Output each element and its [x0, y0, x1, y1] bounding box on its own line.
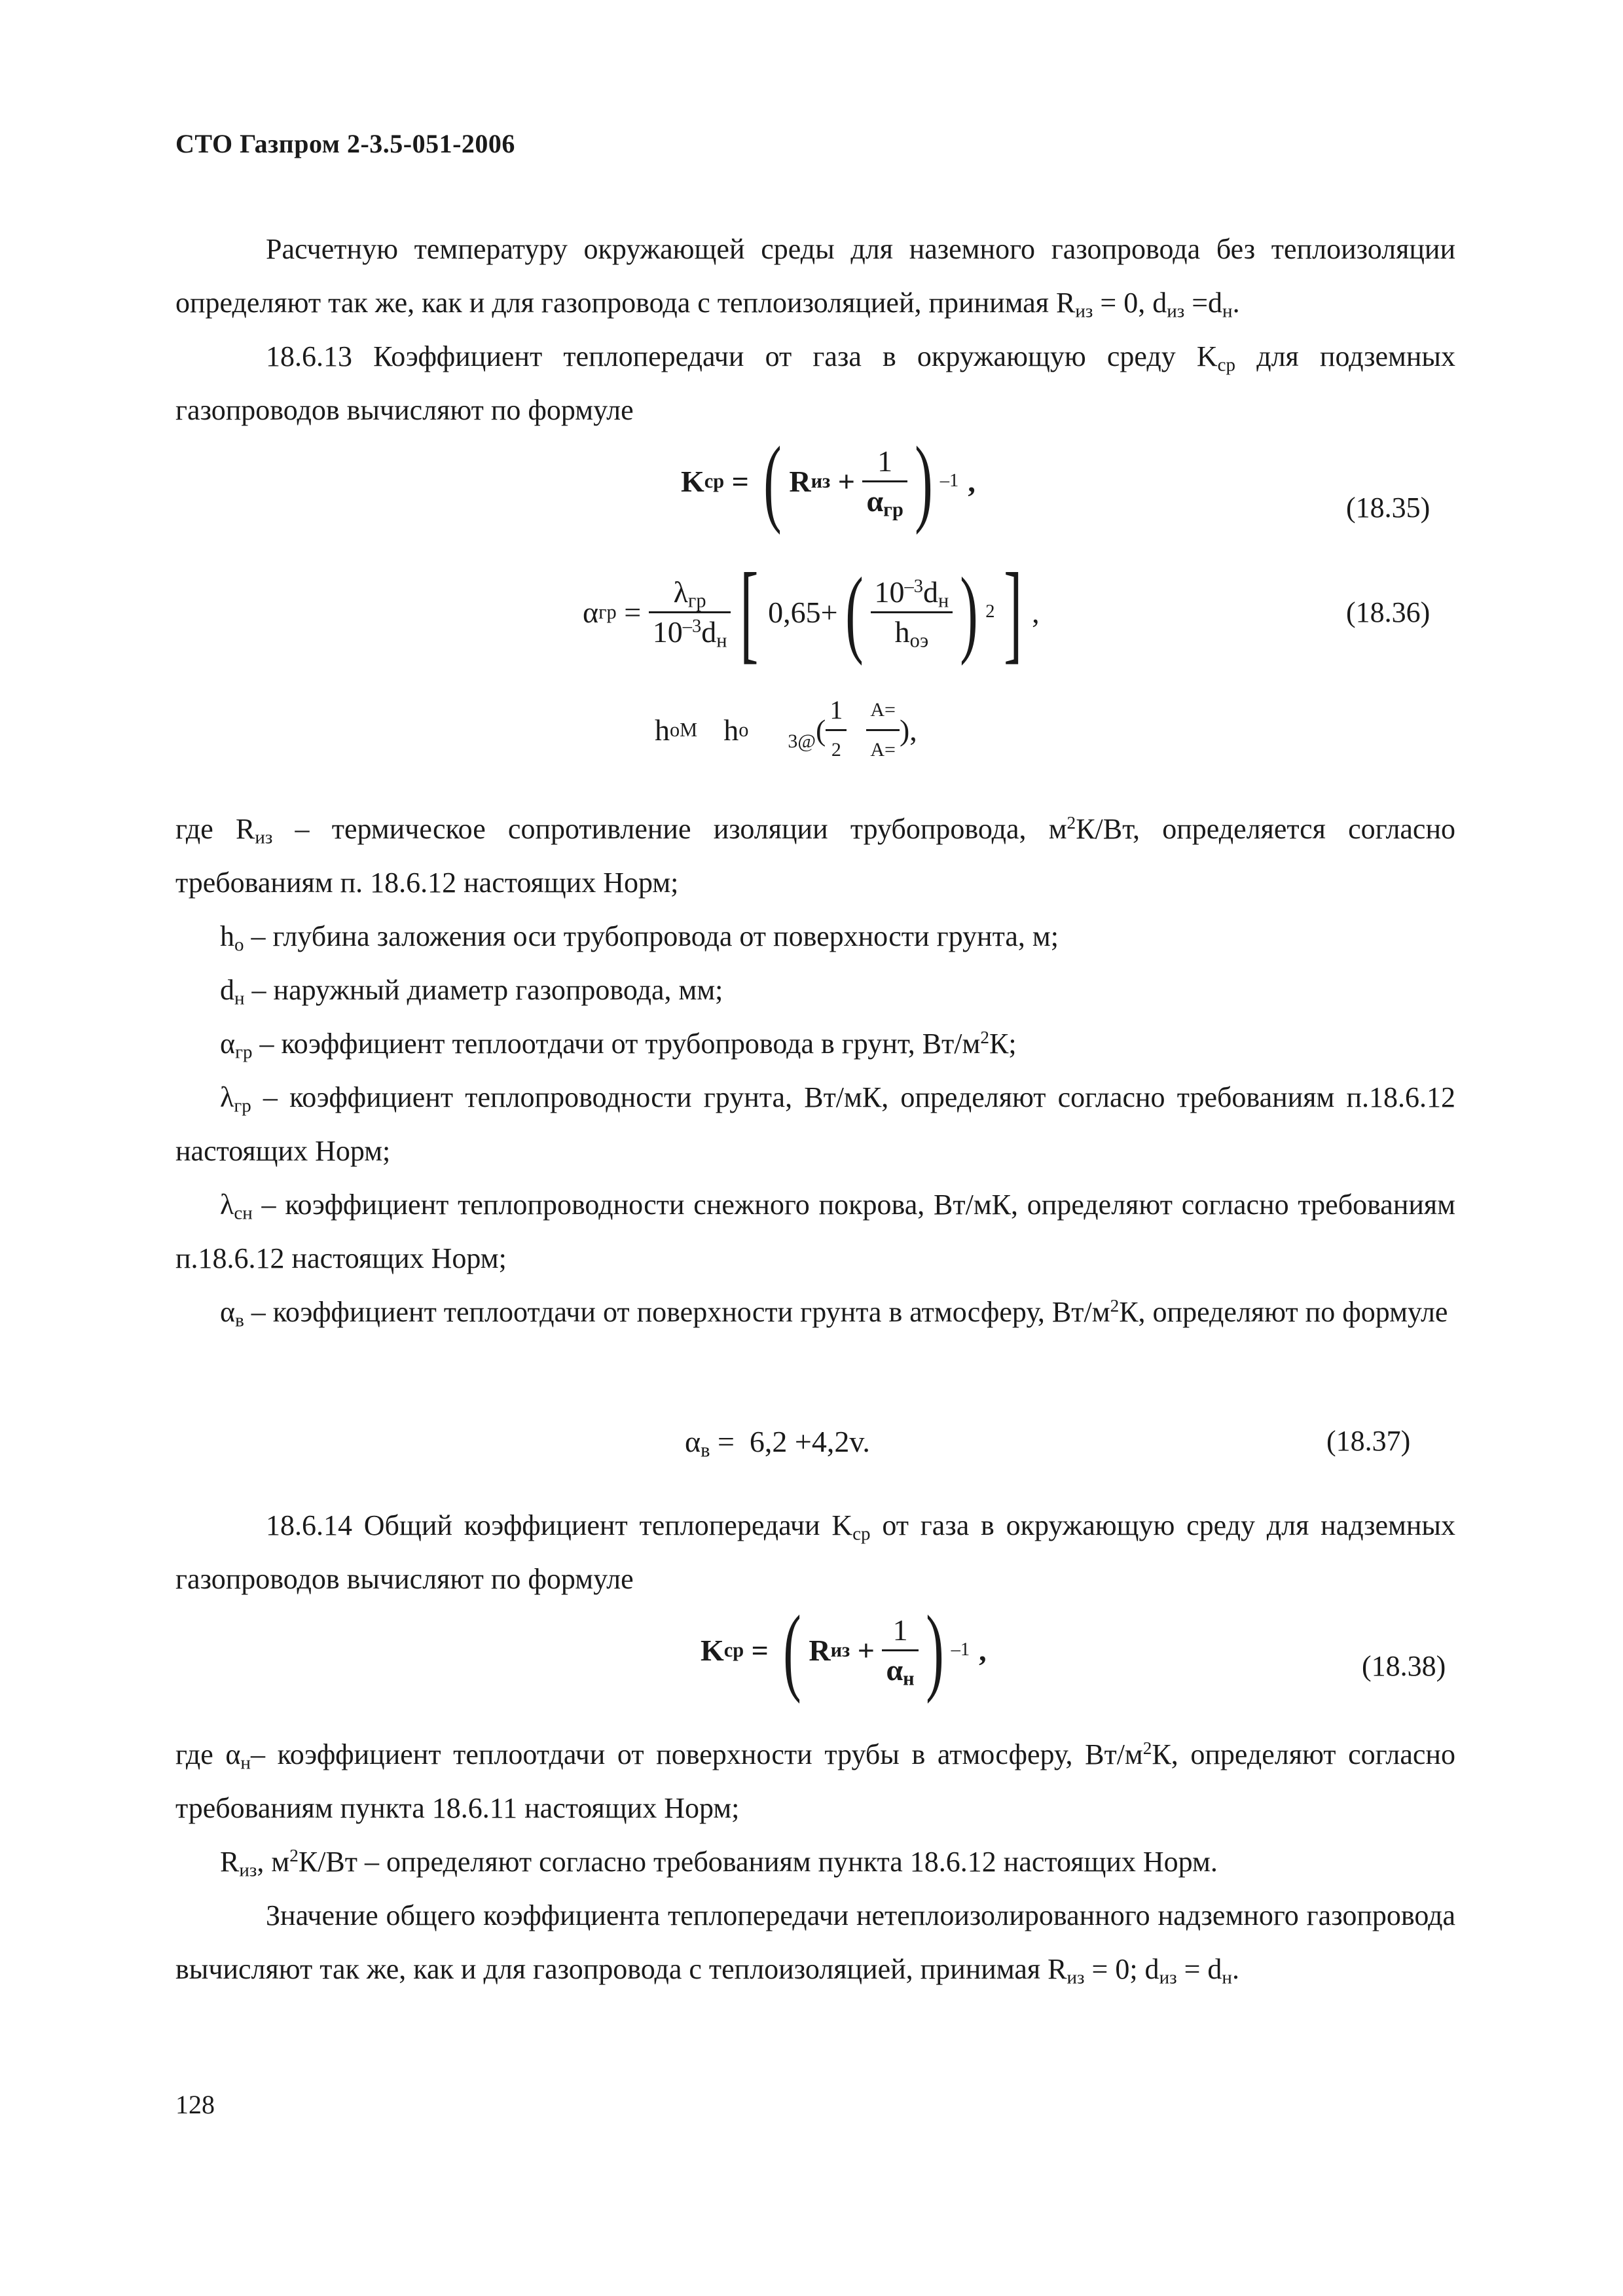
page-number: 128 — [175, 2090, 215, 2119]
definition-alpha-v: $\alpha_в$ – коэффициент теплоотдачи от поверхности грунта в атмосферу, $Вт/м^2К$, определяют по формуле — [220, 1296, 1448, 1331]
definition-r-iz: где $R_{из}$ – термическое сопротивление изоляции трубопровода, $м^2К/Вт$, определяется согласно требованиям п. 18.6.12 настоящих Норм; — [175, 813, 1456, 899]
definition-r-iz-2: $R_{из}$, $м^2К/Вт$ – определяют согласно требованиям пункта 18.6.12 настоящих Норм. — [220, 1846, 1218, 1881]
formula-18-38: K ср = ( R из + $\frac{1}{\alpha_н}$ ) –1 , — [701, 1596, 987, 1704]
definition-alpha-gr: $\alpha_{гр}$ – коэффициент теплоотдачи от трубопровода в грунт, $Вт/м^2К$; — [220, 1028, 1017, 1063]
equation-number: (18.38) — [1362, 1650, 1446, 1682]
fraction: $\frac{1}{\alpha_{гр}}$ — [862, 442, 907, 520]
definition-lambda-sn: $\lambda_{сн}$ – коэффициент теплопроводности снежного покрова, Вт/мК, определяют согласно требованиям п.18.6.12 настоящих Норм; — [175, 1189, 1455, 1274]
formula-h-om: h оМ h о 3@ ( $\frac{1}{2}$ $\frac{А=}{А=}$ ), — [655, 687, 917, 772]
definition-alpha-n: где $\alpha_н-$ коэффициент теплоотдачи от поверхности трубы в атмосферу, $Вт/м^2К$, определяют согласно требованиям пункта 18.6.11 настоящих Норм; — [175, 1738, 1455, 1824]
paragraph-ambient-temperature: Расчетную температуру окружающей среды для наземного газопровода без теплоизоляции определяют так же, как и для газопровода с теплоизоляцией, принимая $R_{из} = 0$, $d_{из} =d_н$. — [175, 233, 1455, 322]
equation-number: (18.35) — [1346, 492, 1431, 524]
formula-18-37: $\alpha_в = 6,2 +4,2v$. — [685, 1425, 870, 1462]
equation-number: (18.37) — [1326, 1425, 1411, 1457]
formula-18-35: K ср = ( R из + $\frac{1}{\alpha_{гр}}$ ) –1 , — [681, 427, 976, 535]
definition-lambda-gr: $\lambda_{гр}$ – коэффициент теплопроводности грунта, Вт/мК, определяют согласно требованиям п.18.6.12 настоящих Норм; — [175, 1081, 1455, 1167]
definition-d-n: $d_н$ – наружный диаметр газопровода, мм; — [220, 974, 723, 1009]
document-header: СТО Газпром 2-3.5-051-2006 — [175, 129, 515, 158]
definition-h-o: $h_о$ – глубина заложения оси трубопровода от поверхности грунта, м; — [220, 920, 1059, 956]
paragraph-uninsulated: Значение общего коэффициента теплопередачи нетеплоизолированного надземного газопровода вычисляют так же, как и для газопровода с теплоизоляцией, принимая $R_{из} = 0$; $d_{из} = d_н$. — [175, 1899, 1455, 1988]
paragraph-18-6-13: 18.6.13 Коэффициент теплопередачи от газа в окружающую среду $K_{ср}$ для подземных газопроводов вычисляют по формуле — [175, 340, 1455, 426]
paragraph-18-6-14: 18.6.14 Общий коэффициент теплопередачи $K_{ср}$ от газа в окружающую среду для надземных газопроводов вычисляют по формуле — [175, 1509, 1455, 1595]
equation-number: (18.36) — [1346, 596, 1431, 628]
formula-18-36: α гр = $\frac{\lambda_{гр}}{10^{-3}d_н}$ [ 0,65+ ( $\frac{10^{-3}d_н}{h_{оэ}}$ ) 2 ] , — [583, 550, 1040, 673]
